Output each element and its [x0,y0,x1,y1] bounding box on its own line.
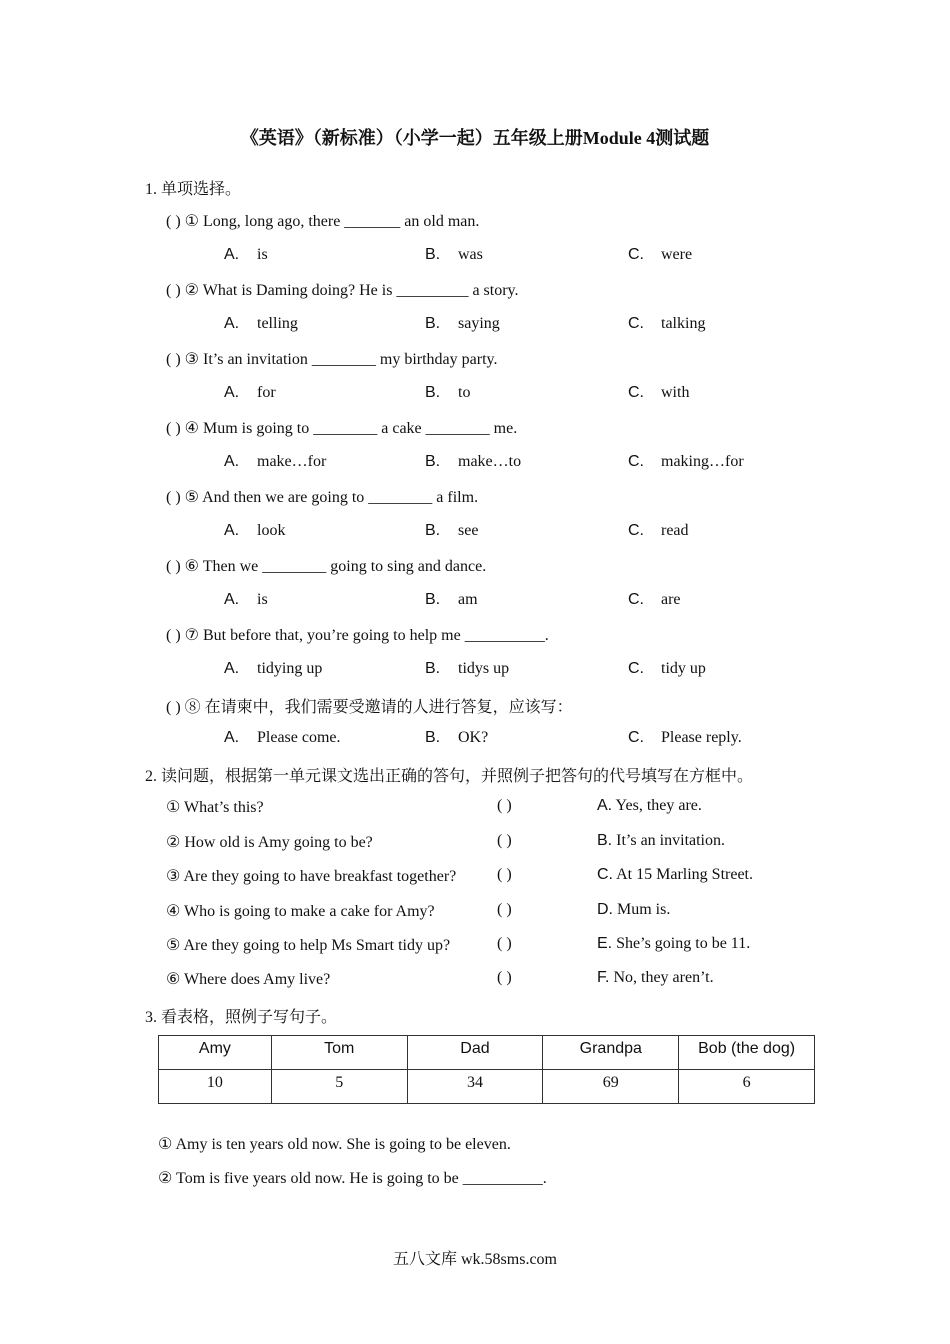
table-cell: 10 [159,1070,272,1104]
match-answer: D. Mum is. [597,901,671,918]
exercise-sentence: ② Tom is five years old now. He is going to be __________. [158,1170,547,1187]
table-header-cell: Dad [407,1036,543,1070]
question-stem: ( ) ④ Mum is going to ________ a cake ________ me. [166,420,518,437]
option-row [0,591,950,613]
question-stem: ( ) ① Long, long ago, there _______ an old man. [166,213,480,230]
option-c: C. Please reply. [628,729,742,746]
option-row [0,246,950,268]
option-row [0,660,950,682]
table-header-cell: Tom [271,1036,407,1070]
table-header-cell: Grandpa [543,1036,679,1070]
answer-box: ( ) [497,969,512,986]
match-answer: F. No, they aren’t. [597,969,714,986]
option-c: C. talking [628,315,706,332]
option-row [0,315,950,337]
question-stem: ( ) ⑥ Then we ________ going to sing and dance. [166,558,487,575]
table-cell: 69 [543,1070,679,1104]
option-b: B. was [425,246,483,263]
table-cell: 34 [407,1070,543,1104]
age-table [158,1035,815,1104]
option-c: C. were [628,246,693,263]
option-row [0,384,950,406]
option-a: A. for [224,384,276,401]
option-a: A. look [224,522,286,539]
option-a: A. telling [224,315,298,332]
match-question: ② How old is Amy going to be? [166,834,373,851]
question-stem: ( ) ⑤ And then we are going to ________ a film. [166,489,479,506]
option-a: A. Please come. [224,729,341,746]
option-c: C. read [628,522,689,539]
option-b: B. see [425,522,479,539]
match-question: ⑤ Are they going to help Ms Smart tidy up? [166,937,451,954]
match-question: ③ Are they going to have breakfast together? [166,868,457,885]
match-answer: E. She’s going to be 11. [597,935,751,952]
option-a: A. is [224,591,268,608]
table-cell: 6 [679,1070,815,1104]
option-row [0,729,950,751]
match-question: ⑥ Where does Amy live? [166,971,331,988]
answer-box: ( ) [497,797,512,814]
table-header-cell: Amy [159,1036,272,1070]
answer-box: ( ) [497,935,512,952]
option-c: C. are [628,591,681,608]
option-row [0,522,950,544]
question-stem: ( ) ③ It’s an invitation ________ my birthday party. [166,351,498,368]
answer-box: ( ) [497,866,512,883]
question-stem: ( ) ⑦ But before that, you’re going to help me __________. [166,627,549,644]
table-row [159,1070,815,1104]
match-answer: C. At 15 Marling Street. [597,866,753,883]
option-row [0,453,950,475]
page-title: 《英语》（新标准）（小学一起）五年级上册Module 4测试题 [240,128,710,148]
table-header-row [159,1036,815,1070]
example-sentence: ① Amy is ten years old now. She is going to be eleven. [158,1136,511,1153]
match-question: ① What’s this? [166,799,264,816]
match-question: ④ Who is going to make a cake for Amy? [166,903,435,920]
option-b: B. tidys up [425,660,510,677]
table-cell: 5 [271,1070,407,1104]
option-b: B. OK? [425,729,489,746]
option-b: B. make…to [425,453,522,470]
option-c: C. tidy up [628,660,706,677]
question-stem: ( ) ② What is Daming doing? He is _________ a story. [166,282,519,299]
option-b: B. saying [425,315,500,332]
answer-box: ( ) [497,832,512,849]
footer-watermark: 五八文库 wk.58sms.com [392,1251,557,1268]
option-a: A. make…for [224,453,327,470]
option-c: C. with [628,384,690,401]
option-a: A. is [224,246,268,263]
section-1-heading: 1. 单项选择。 [145,181,242,198]
option-c: C. making…for [628,453,744,470]
option-b: B. to [425,384,471,401]
table-header-cell: Bob (the dog) [679,1036,815,1070]
match-answer: B. It’s an invitation. [597,832,725,849]
section-2-heading: 2. 读问题，根据第一单元课文选出正确的答句，并照例子把答句的代号填写在方框中。 [145,768,754,785]
option-a: A. tidying up [224,660,323,677]
option-b: B. am [425,591,478,608]
match-answer: A. Yes, they are. [597,797,702,814]
answer-box: ( ) [497,901,512,918]
question-stem: ( ) ⑧ 在请柬中，我们需要受邀请的人进行答复，应该写： [166,699,573,716]
section-3-heading: 3. 看表格，照例子写句子。 [145,1009,338,1026]
